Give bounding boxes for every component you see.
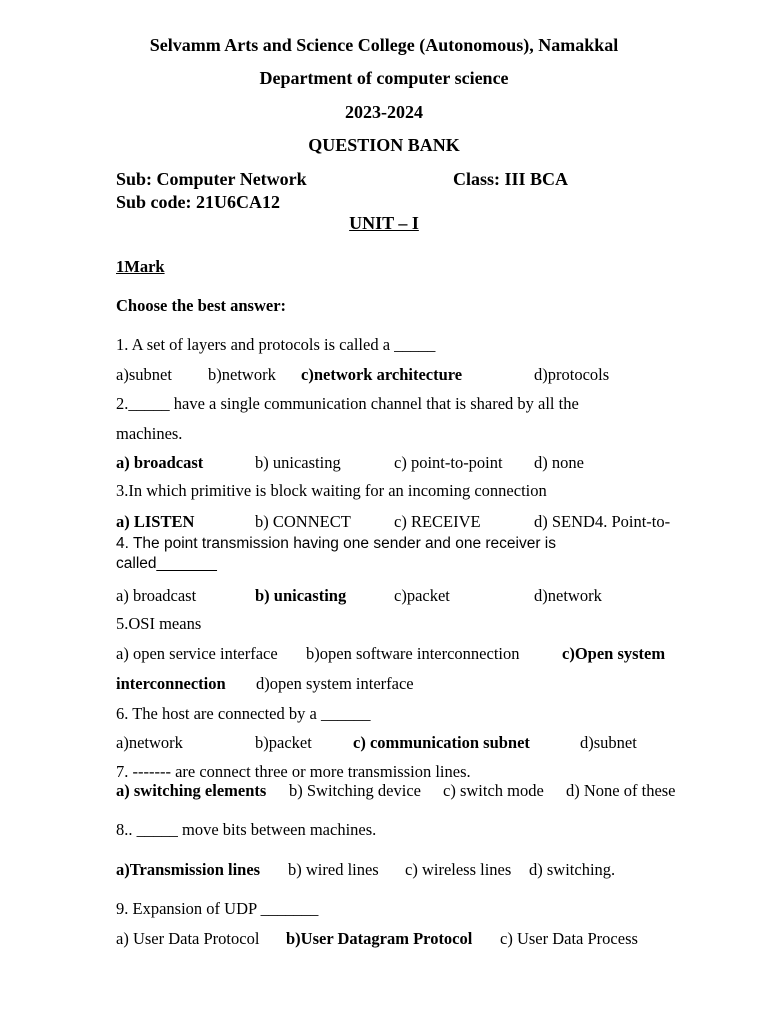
- q4-option-a: a) broadcast: [116, 586, 197, 605]
- q3-option-b: b) CONNECT: [255, 512, 351, 531]
- q7-option-a: a) switching elements: [116, 781, 267, 800]
- unit-heading: UNIT – I: [349, 213, 419, 233]
- q2-option-a: a) broadcast: [116, 453, 204, 472]
- q8-option-a: a)Transmission lines: [116, 860, 261, 879]
- q6-option-a: a)network: [116, 733, 183, 752]
- class-name: Class: III BCA: [453, 169, 569, 189]
- q7-option-c: c) switch mode: [443, 781, 544, 800]
- q8-option-b: b) wired lines: [288, 860, 379, 879]
- question-3: 3.In which primitive is block waiting for an incoming connection: [116, 481, 547, 500]
- college-name: Selvamm Arts and Science College (Autonomous), Namakkal: [149, 35, 619, 55]
- department-name: Department of computer science: [259, 68, 509, 88]
- q7-option-d: d) None of these: [566, 781, 676, 800]
- q1-option-c: c)network architecture: [301, 365, 463, 384]
- q1-option-a: a)subnet: [116, 365, 172, 384]
- q5-option-b: b)open software interconnection: [306, 644, 520, 663]
- q7-option-b: b) Switching device: [289, 781, 421, 800]
- q2-option-d: d) none: [534, 453, 584, 472]
- question-8: 8.. _____ move bits between machines.: [116, 820, 377, 839]
- instruction-text: Choose the best answer:: [116, 296, 287, 315]
- q9-option-b: b)User Datagram Protocol: [286, 929, 473, 948]
- question-4: 4. The point transmission having one sender and one receiver is: [116, 535, 557, 552]
- question-2-cont: machines.: [116, 424, 183, 443]
- q6-option-b: b)packet: [255, 733, 312, 752]
- question-1: 1. A set of layers and protocols is called a _____: [116, 335, 436, 354]
- q5-option-c-cont: interconnection: [116, 674, 226, 693]
- q2-option-c: c) point-to-point: [394, 453, 503, 472]
- q6-option-d: d)subnet: [580, 733, 637, 752]
- q9-option-c: c) User Data Process: [500, 929, 638, 948]
- question-6: 6. The host are connected by a ______: [116, 704, 371, 723]
- subject-name: Sub: Computer Network: [116, 169, 307, 189]
- document-title: QUESTION BANK: [308, 135, 460, 155]
- q8-option-d: d) switching.: [529, 860, 616, 879]
- q6-option-c: c) communication subnet: [353, 733, 530, 752]
- q1-option-d: d)protocols: [534, 365, 610, 384]
- q3-option-d: d) SEND4. Point-to-: [534, 512, 671, 531]
- q4-option-b: b) unicasting: [255, 586, 347, 605]
- subject-code: Sub code: 21U6CA12: [116, 192, 281, 212]
- question-9: 9. Expansion of UDP _______: [116, 899, 319, 918]
- q1-option-b: b)network: [208, 365, 276, 384]
- q8-option-c: c) wireless lines: [405, 860, 512, 879]
- q3-option-c: c) RECEIVE: [394, 512, 481, 531]
- question-7: 7. ------- are connect three or more transmission lines.: [116, 762, 471, 781]
- q9-option-a: a) User Data Protocol: [116, 929, 260, 948]
- q5-option-d: d)open system interface: [256, 674, 414, 693]
- question-4-cont: called_______: [116, 555, 217, 572]
- marks-heading: 1Mark: [116, 257, 165, 276]
- question-5: 5.OSI means: [116, 614, 202, 633]
- q5-option-a: a) open service interface: [116, 644, 278, 663]
- q3-option-a: a) LISTEN: [116, 512, 195, 531]
- academic-year: 2023-2024: [345, 102, 423, 122]
- q2-option-b: b) unicasting: [255, 453, 341, 472]
- q4-option-c: c)packet: [394, 586, 450, 605]
- question-2: 2._____ have a single communication channel that is shared by all the: [116, 394, 579, 413]
- q4-option-d: d)network: [534, 586, 602, 605]
- q5-option-c: c)Open system: [562, 644, 666, 663]
